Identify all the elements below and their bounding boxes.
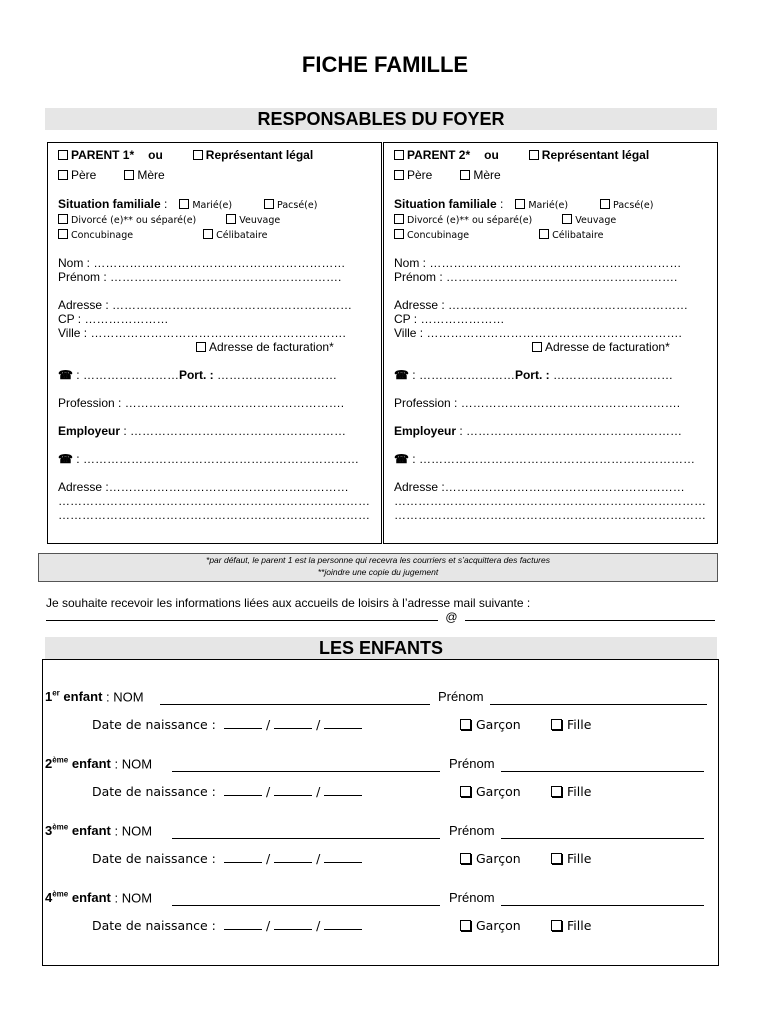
dob-month-field[interactable] (274, 929, 312, 930)
situation-label: Situation familiale (394, 197, 497, 211)
child-prenom-field[interactable] (490, 704, 707, 705)
dob-month-field[interactable] (274, 728, 312, 729)
concubinage-checkbox[interactable] (58, 229, 68, 239)
child-number: 2 (45, 756, 53, 772)
profession-field[interactable]: Profession : ………………………………………………. (394, 396, 681, 410)
section-enfants: LES ENFANTS (45, 637, 717, 659)
child-number: 4 (45, 890, 53, 906)
marie-checkbox[interactable] (515, 199, 525, 209)
parent-row (58, 256, 345, 270)
child-enfant-label: enfant (63, 689, 103, 705)
parent-2-box (383, 142, 718, 544)
garcon-label: Garçon (476, 851, 521, 866)
child-row-1 (45, 689, 144, 704)
parent-label: PARENT 1* (71, 148, 135, 162)
veuvage-label: Veuvage (239, 215, 281, 226)
celibataire-checkbox[interactable] (203, 229, 213, 239)
fille-label: Fille (567, 717, 592, 732)
child-dob-fields: / / (224, 918, 362, 933)
garcon-option[interactable] (460, 784, 521, 799)
parent-row (394, 212, 616, 228)
pacse-checkbox[interactable] (264, 199, 274, 209)
parent-row (394, 298, 688, 312)
dob-year-field[interactable] (324, 728, 362, 729)
footnote-line-1: *par défaut, le parent 1 est la personne qui recevra les courriers et s’acquittera des factures (206, 555, 550, 565)
phone-icon: ☎ (58, 452, 73, 466)
fille-label: Fille (567, 851, 592, 866)
situation-label: Situation familiale (58, 197, 161, 211)
prenom-field[interactable]: Prénom : …………………………………………………. (394, 270, 678, 284)
celibataire-checkbox[interactable] (539, 229, 549, 239)
child-nom-label: : NOM (114, 756, 153, 772)
employeur-label: Employeur (58, 424, 121, 438)
pere-checkbox[interactable] (58, 170, 68, 180)
adresse-field[interactable]: Adresse : …………………………………………………… (394, 298, 689, 312)
child-prenom-label: Prénom (449, 823, 495, 838)
parent-1-box (47, 142, 382, 544)
parent-row (58, 424, 346, 438)
divorce-checkbox[interactable] (394, 214, 404, 224)
fille-option[interactable] (551, 717, 591, 732)
representant-checkbox[interactable] (529, 150, 539, 160)
pacse-checkbox[interactable] (600, 199, 610, 209)
child-nom-label: : NOM (114, 890, 153, 906)
dob-year-field[interactable] (324, 862, 362, 863)
ou-label: ou (484, 148, 499, 162)
child-dob-label: Date de naissance : (92, 717, 216, 732)
veuvage-checkbox[interactable] (226, 214, 236, 224)
section-responsables: RESPONSABLES DU FOYER (45, 108, 717, 130)
email-instruction: Je souhaite recevoir les informations liées aux accueils de loisirs à l’adresse mail suivante : (46, 596, 531, 610)
employeur-tel-field[interactable]: : …………………………………………………………… (72, 452, 359, 466)
employeur-adresse-line-3[interactable]: …………………………………………………………………… (394, 508, 706, 522)
garcon-checkbox[interactable] (460, 920, 471, 931)
child-nom-label: : NOM (106, 689, 144, 705)
celibataire-label: Célibataire (216, 230, 268, 241)
mere-checkbox[interactable] (124, 170, 134, 180)
concubinage-label: Concubinage (71, 230, 134, 241)
garcon-checkbox[interactable] (460, 719, 471, 730)
mere-checkbox[interactable] (460, 170, 470, 180)
parent-row (58, 168, 165, 182)
garcon-option[interactable] (460, 717, 521, 732)
facturation-checkbox[interactable] (196, 342, 206, 352)
employeur-label: Employeur (394, 424, 457, 438)
mere-label: Mère (137, 168, 165, 182)
footnote-line-2: **joindre une copie du jugement (317, 567, 439, 577)
child-nom-field[interactable] (172, 771, 440, 772)
parent-row (394, 480, 685, 494)
dob-year-field[interactable] (324, 929, 362, 930)
garcon-option[interactable] (460, 851, 521, 866)
fille-option[interactable] (551, 851, 591, 866)
parent-row (394, 340, 670, 354)
employeur-field[interactable]: : ……………………………………………… (120, 424, 347, 438)
divorce-label: Divorcé (e)** ou séparé(e) (407, 215, 533, 226)
profession-field[interactable]: Profession : ………………………………………………. (58, 396, 345, 410)
representant-label: Représentant légal (541, 148, 650, 162)
footnote-box (38, 553, 718, 582)
parent-row (58, 270, 341, 284)
parent-row (394, 452, 695, 466)
email-user-field[interactable] (46, 620, 438, 621)
facturation-checkbox[interactable] (532, 342, 542, 352)
email-row (46, 610, 715, 624)
situation-sep: : (496, 197, 504, 211)
child-enfant-label: enfant (71, 890, 111, 906)
ville-field[interactable]: Ville : ………………………………………………………. (394, 326, 682, 340)
garcon-label: Garçon (476, 717, 521, 732)
parent-row (58, 326, 346, 340)
child-ordinal: ème (52, 823, 69, 832)
employeur-adresse-field[interactable]: Adresse :…………………………………………………… (394, 480, 685, 494)
celibataire-label: Célibataire (552, 230, 604, 241)
pere-checkbox[interactable] (394, 170, 404, 180)
fille-checkbox[interactable] (551, 853, 562, 864)
child-nom-field[interactable] (172, 905, 440, 906)
mere-label: Mère (473, 168, 501, 182)
divorce-checkbox[interactable] (58, 214, 68, 224)
child-dob-label: Date de naissance : (92, 918, 216, 933)
tel-field[interactable]: : …………………… (72, 368, 179, 382)
dob-month-field[interactable] (274, 795, 312, 796)
child-number: 1 (45, 689, 53, 705)
pacse-label: Pacsé(e) (277, 200, 318, 211)
parent-row (58, 340, 334, 354)
parent-row (58, 197, 317, 213)
parent-row (58, 494, 370, 508)
dob-month-field[interactable] (274, 862, 312, 863)
employeur-field[interactable]: : ……………………………………………… (456, 424, 683, 438)
child-prenom-field[interactable] (501, 905, 704, 906)
child-row-2 (45, 756, 152, 771)
parent-row (394, 168, 501, 182)
phone-icon: ☎ (58, 368, 73, 382)
child-number: 3 (45, 823, 53, 839)
parent-row (58, 148, 313, 162)
parent-row (394, 396, 680, 410)
pere-label: Père (71, 168, 97, 182)
child-dob-fields: / / (224, 851, 362, 866)
parent-row (394, 256, 681, 270)
ou-label: ou (148, 148, 163, 162)
child-row-4 (45, 890, 152, 905)
nom-field[interactable]: Nom : ……………………………………………………… (58, 256, 346, 270)
child-dob-label: Date de naissance : (92, 784, 216, 799)
parent-row (394, 270, 677, 284)
parent-row (394, 368, 673, 382)
parent-row (58, 508, 370, 522)
parent-row (394, 312, 504, 326)
parent-row (58, 368, 337, 382)
veuvage-checkbox[interactable] (562, 214, 572, 224)
facturation-label: Adresse de facturation* (209, 340, 334, 354)
nom-field[interactable]: Nom : ……………………………………………………… (394, 256, 682, 270)
employeur-adresse-line-2[interactable]: …………………………………………………………………… (58, 494, 370, 508)
facturation-label: Adresse de facturation* (545, 340, 670, 354)
concubinage-label: Concubinage (407, 230, 470, 241)
parent-row (394, 227, 603, 243)
divorce-label: Divorcé (e)** ou séparé(e) (71, 215, 197, 226)
child-nom-field[interactable] (160, 704, 430, 705)
marie-label: Marié(e) (528, 200, 569, 211)
dob-day-field[interactable] (224, 728, 262, 729)
fille-checkbox[interactable] (551, 786, 562, 797)
parent-row (58, 452, 359, 466)
fille-label: Fille (567, 784, 592, 799)
garcon-label: Garçon (476, 918, 521, 933)
child-dob-fields: / / (224, 784, 362, 799)
parent-row (58, 298, 352, 312)
child-prenom-label: Prénom (449, 756, 495, 771)
parent-row (58, 312, 168, 326)
child-ordinal: er (52, 689, 60, 698)
garcon-checkbox[interactable] (460, 853, 471, 864)
employeur-tel-field[interactable]: : …………………………………………………………… (408, 452, 695, 466)
parent-label: PARENT 2* (407, 148, 471, 162)
dob-day-field[interactable] (224, 862, 262, 863)
garcon-option[interactable] (460, 918, 521, 933)
child-ordinal: ème (52, 890, 69, 899)
parent-row (58, 227, 267, 243)
employeur-adresse-line-2[interactable]: …………………………………………………………………… (394, 494, 706, 508)
port-field[interactable]: ………………………… (213, 368, 337, 382)
concubinage-checkbox[interactable] (394, 229, 404, 239)
parent-row (58, 480, 349, 494)
page-title: FICHE FAMILLE (301, 52, 469, 77)
child-prenom-field[interactable] (501, 771, 704, 772)
representant-label: Représentant légal (205, 148, 314, 162)
parent-row (394, 424, 682, 438)
child-row-3 (45, 823, 152, 838)
child-nom-label: : NOM (114, 823, 153, 839)
veuvage-label: Veuvage (575, 215, 617, 226)
fille-checkbox[interactable] (551, 719, 562, 730)
child-prenom-label: Prénom (449, 890, 495, 905)
marie-checkbox[interactable] (179, 199, 189, 209)
port-label: Port. : (514, 368, 550, 382)
port-label: Port. : (178, 368, 214, 382)
child-nom-field[interactable] (172, 838, 440, 839)
fille-option[interactable] (551, 918, 591, 933)
employeur-adresse-field[interactable]: Adresse :…………………………………………………… (58, 480, 349, 494)
adresse-field[interactable]: Adresse : …………………………………………………… (58, 298, 353, 312)
pere-label: Père (407, 168, 433, 182)
ville-field[interactable]: Ville : ………………………………………………………. (58, 326, 346, 340)
pacse-label: Pacsé(e) (613, 200, 654, 211)
dob-year-field[interactable] (324, 795, 362, 796)
fille-checkbox[interactable] (551, 920, 562, 931)
prenom-field[interactable]: Prénom : …………………………………………………. (58, 270, 342, 284)
parent-row (394, 494, 706, 508)
child-enfant-label: enfant (71, 756, 111, 772)
parent-type-checkbox[interactable] (58, 150, 68, 160)
at-sign: @ (445, 610, 458, 624)
child-prenom-field[interactable] (501, 838, 704, 839)
parent-row (394, 508, 706, 522)
parent-row (394, 197, 653, 213)
port-field[interactable]: ………………………… (549, 368, 673, 382)
dob-day-field[interactable] (224, 929, 262, 930)
cp-field[interactable]: CP : ………………… (58, 312, 169, 326)
dob-day-field[interactable] (224, 795, 262, 796)
parent-row (58, 396, 344, 410)
garcon-label: Garçon (476, 784, 521, 799)
fille-label: Fille (567, 918, 592, 933)
parent-row (394, 326, 682, 340)
fille-option[interactable] (551, 784, 591, 799)
representant-checkbox[interactable] (193, 150, 203, 160)
parent-row (394, 148, 649, 162)
situation-sep: : (160, 197, 168, 211)
email-domain-field[interactable] (465, 620, 715, 621)
child-dob-label: Date de naissance : (92, 851, 216, 866)
employeur-adresse-line-3[interactable]: …………………………………………………………………… (58, 508, 370, 522)
child-enfant-label: enfant (71, 823, 111, 839)
child-dob-fields: / / (224, 717, 362, 732)
phone-icon: ☎ (394, 368, 409, 382)
child-ordinal: ème (52, 756, 69, 765)
cp-field[interactable]: CP : ………………… (394, 312, 505, 326)
parent-type-checkbox[interactable] (394, 150, 404, 160)
garcon-checkbox[interactable] (460, 786, 471, 797)
tel-field[interactable]: : …………………… (408, 368, 515, 382)
marie-label: Marié(e) (192, 200, 233, 211)
child-prenom-label: Prénom (438, 689, 484, 704)
parent-row (58, 212, 280, 228)
phone-icon: ☎ (394, 452, 409, 466)
